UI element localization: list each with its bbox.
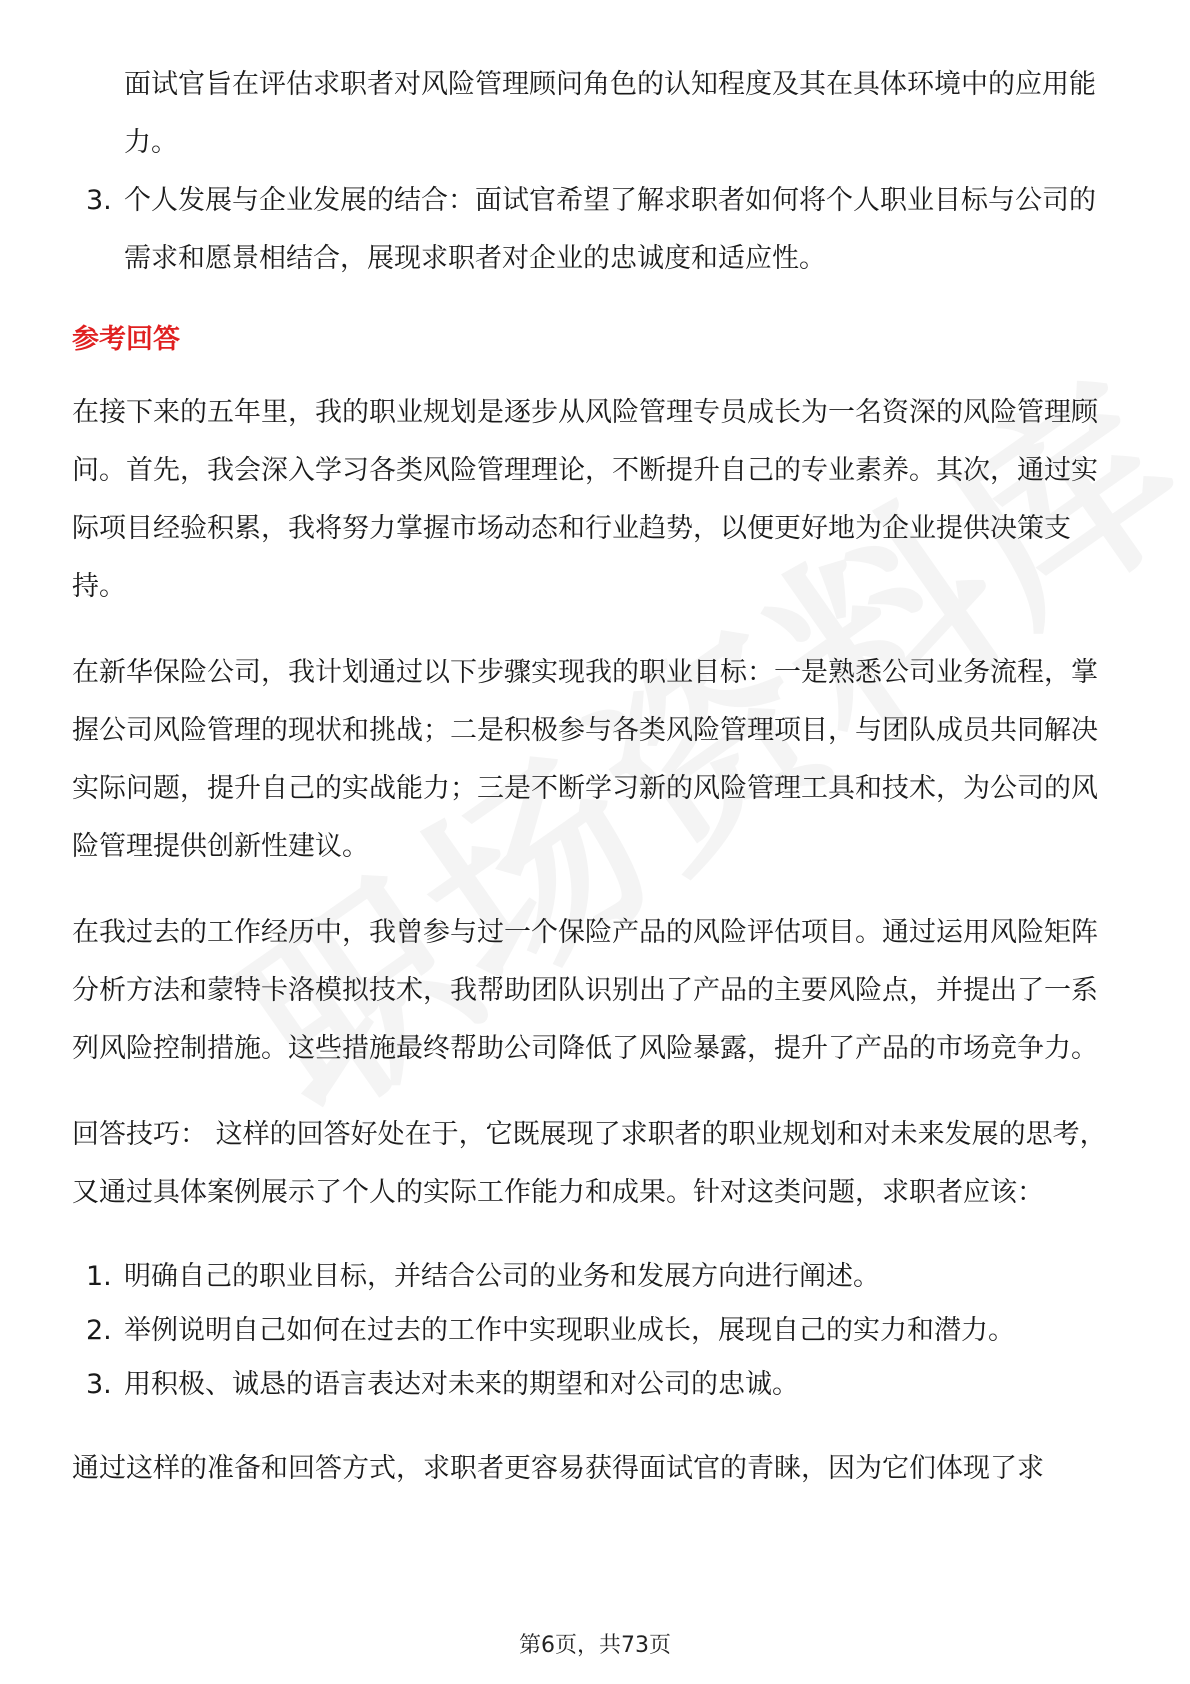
list-item-continuation: 面试官旨在评估求职者对风险管理顾问角色的认知程度及其在具体环境中的应用能力。 [124,69,1096,158]
list-number: 3. [86,185,112,216]
page-content [72,56,1122,1526]
answer-paragraph: 在新华保险公司，我计划通过以下步骤实现我的职业目标：一是熟悉公司业务流程，掌握公司风险管理的现状和挑战；二是积极参与各类风险管理项目，与团队成员共同解决实际问题，提升自己的实战能力；三是不断学习新的风险管理工具和技术，为公司的风险管理提供创新性建议。 [72,657,1098,862]
list-item-text: 举例说明自己如何在过去的工作中实现职业成长，展现自己的实力和潜力。 [124,1315,1015,1346]
list-item [72,1250,1122,1304]
list-item [72,172,1122,288]
answer-paragraph: 在我过去的工作经历中，我曾参与过一个保险产品的风险评估项目。通过运用风险矩阵分析方法和蒙特卡洛模拟技术，我帮助团队识别出了产品的主要风险点，并提出了一系列风险控制措施。这些措施最终帮助公司降低了风险暴露，提升了产品的市场竞争力。 [72,917,1098,1064]
list-item-text: 个人发展与企业发展的结合：面试官希望了解求职者如何将个人职业目标与公司的需求和愿景相结合，展现求职者对企业的忠诚度和适应性。 [124,185,1096,274]
list-number: 1. [86,1261,112,1292]
criteria-list [72,172,1122,288]
section-heading: 参考回答 [72,324,180,355]
list-item-text: 明确自己的职业目标，并结合公司的业务和发展方向进行阐述。 [124,1261,880,1292]
page-number-footer: 第6页，共73页 [519,1633,671,1658]
closing-paragraph: 通过这样的准备和回答方式，求职者更容易获得面试官的青睐，因为它们体现了求 [72,1453,1044,1484]
list-item [72,1358,1122,1412]
answer-paragraph: 在接下来的五年里，我的职业规划是逐步从风险管理专员成长为一名资深的风险管理顾问。首先，我会深入学习各类风险管理理论，不断提升自己的专业素养。其次，通过实际项目经验积累，我将努力掌握市场动态和行业趋势，以便更好地为企业提供决策支持。 [72,397,1098,602]
tips-paragraph: 回答技巧： 这样的回答好处在于，它既展现了求职者的职业规划和对未来发展的思考，又通过具体案例展示了个人的实际工作能力和成果。针对这类问题，求职者应该： [72,1119,1107,1208]
list-number: 2. [86,1315,112,1346]
tips-list [72,1250,1122,1412]
list-number: 3. [86,1369,112,1400]
list-item [72,1304,1122,1358]
list-item-text: 用积极、诚恳的语言表达对未来的期望和对公司的忠诚。 [124,1369,799,1400]
